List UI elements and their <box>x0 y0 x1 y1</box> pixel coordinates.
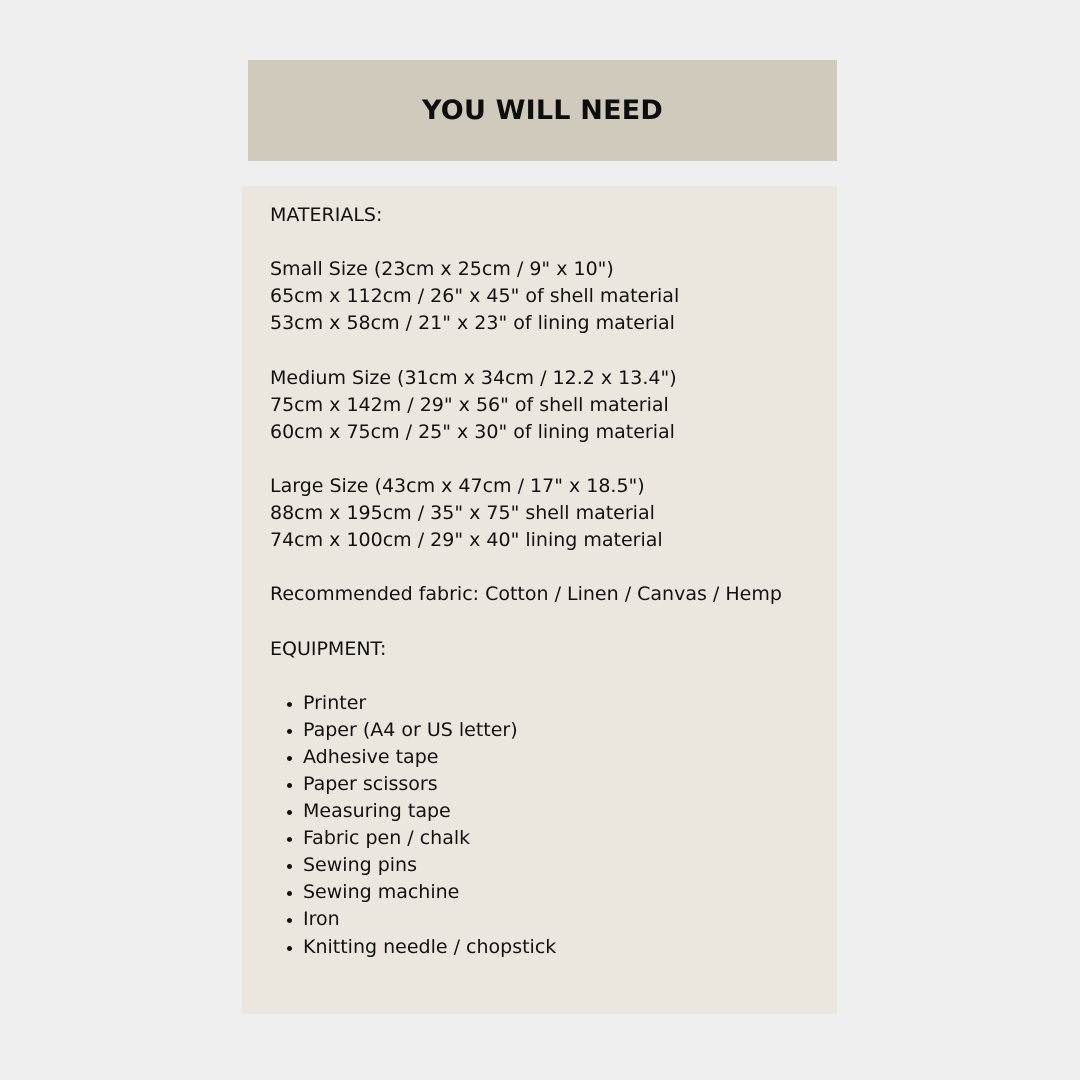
spacer <box>270 446 797 473</box>
large-size-lining: 74cm x 100cm / 29" x 40" lining material <box>270 529 663 552</box>
spacer <box>270 663 797 690</box>
large-size-shell: 88cm x 195cm / 35" x 75" shell material <box>270 502 655 525</box>
list-item: • Sewing machine <box>303 879 797 906</box>
large-size-title: Large Size (43cm x 47cm / 17" x 18.5") <box>270 474 645 497</box>
spacer <box>270 337 797 364</box>
spacer <box>270 608 797 635</box>
spacer <box>270 554 797 581</box>
list-item: • Paper scissors <box>303 771 797 798</box>
list-item: • Measuring tape <box>303 798 797 825</box>
page-title: YOU WILL NEED <box>422 95 663 126</box>
header-banner <box>248 60 837 161</box>
list-item: • Iron <box>303 906 797 933</box>
medium-size-shell: 75cm x 142m / 29" x 56" of shell material <box>270 393 669 416</box>
list-item: • Printer <box>303 690 797 717</box>
equipment-list <box>270 690 797 961</box>
list-item: • Fabric pen / chalk <box>303 825 797 852</box>
list-item: • Knitting needle / chopstick <box>303 934 797 961</box>
small-size-title: Small Size (23cm x 25cm / 9" x 10") <box>270 258 614 281</box>
small-size-lining: 53cm x 58cm / 21" x 23" of lining material <box>270 312 675 335</box>
materials-heading: MATERIALS: <box>270 204 383 226</box>
recommended-fabric: Recommended fabric: Cotton / Linen / Canvas / Hemp <box>270 583 782 606</box>
small-size-shell: 65cm x 112cm / 26" x 45" of shell material <box>270 285 680 308</box>
content-panel <box>242 186 837 1014</box>
spacer <box>270 229 797 256</box>
medium-size-title: Medium Size (31cm x 34cm / 12.2 x 13.4") <box>270 366 677 389</box>
medium-size-lining: 60cm x 75cm / 25" x 30" of lining material <box>270 420 675 443</box>
list-item: • Adhesive tape <box>303 744 797 771</box>
equipment-heading: EQUIPMENT: <box>270 637 387 660</box>
list-item: • Sewing pins <box>303 852 797 879</box>
list-item: • Paper (A4 or US letter) <box>303 717 797 744</box>
